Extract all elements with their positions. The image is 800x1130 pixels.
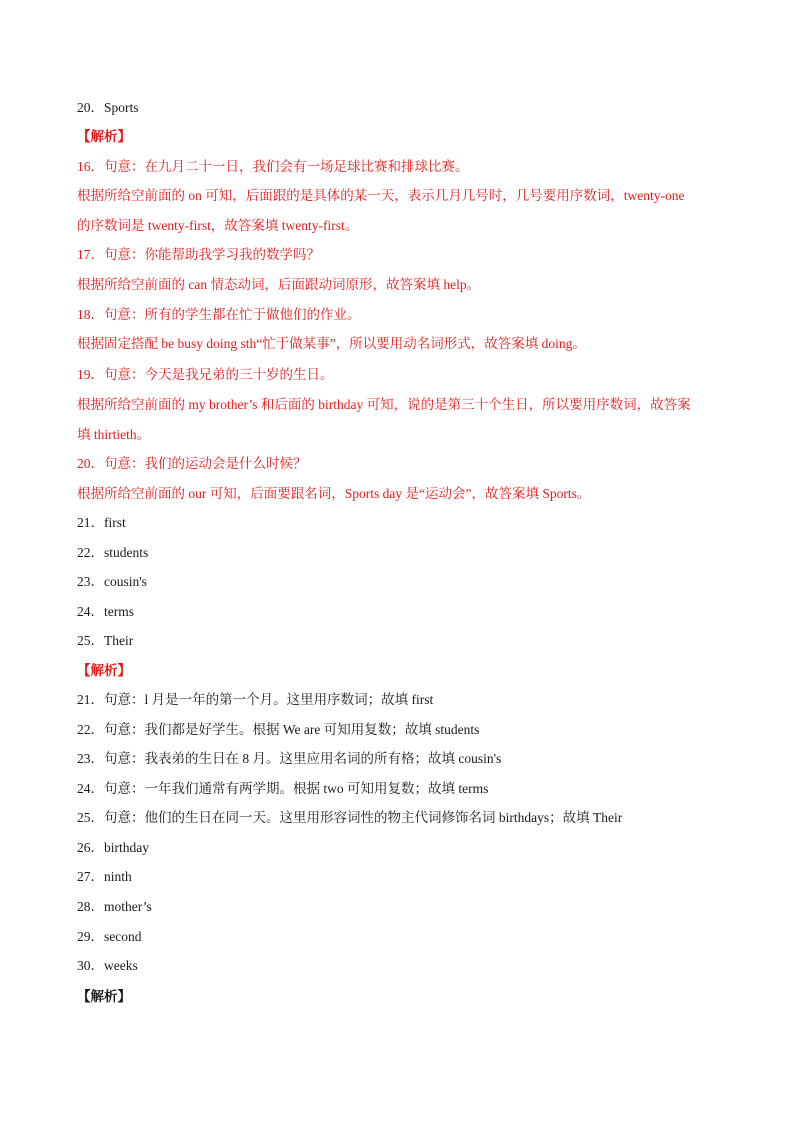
explanation-23: 23．句意：我表弟的生日在 8 月。这里应用名词的所有格；故填 cousin's [77, 751, 502, 766]
answer-line-27: 27．ninth [77, 869, 132, 884]
explanation-17-reason: 根据所给空前面的 can 情态动词，后面跟动词原形，故答案填 help。 [77, 277, 481, 292]
answer-line-28: 28．mother’s [77, 899, 152, 914]
explanation-19-reason-2: 填 thirtieth。 [77, 427, 151, 442]
explanation-16-meaning: 16．句意：在九月二十一日，我们会有一场足球比赛和排球比赛。 [77, 159, 469, 174]
explanation-20-meaning: 20．句意：我们的运动会是什么时候？ [77, 456, 307, 471]
explanation-18-meaning: 18．句意：所有的学生都在忙于做他们的作业。 [77, 307, 361, 322]
explanation-22: 22．句意：我们都是好学生。根据 We are 可知用复数；故填 students [77, 722, 480, 737]
analysis-heading-2: 【解析】 [77, 663, 131, 678]
explanation-16-reason-2: 的序数词是 twenty-first，故答案填 twenty-first。 [77, 218, 359, 233]
explanation-16-reason-1: 根据所给空前面的 on 可知，后面跟的是具体的某一天，表示几月几号时，几号要用序数词，twenty-one [77, 188, 685, 203]
answer-line-21: 21．first [77, 515, 126, 530]
explanation-19-reason-1: 根据所给空前面的 my brother’s 和后面的 birthday 可知，说的是第三十个生日，所以要用序数词，故答案 [77, 397, 691, 412]
explanation-24: 24．句意：一年我们通常有两学期。根据 two 可知用复数；故填 terms [77, 781, 489, 796]
answer-line-25: 25．Their [77, 633, 134, 648]
answer-line-22: 22．students [77, 545, 149, 560]
explanation-21: 21．句意：l 月是一年的第一个月。这里用序数词；故填 first [77, 692, 434, 707]
answer-line-20: 20．Sports [77, 100, 139, 115]
answer-line-26: 26．birthday [77, 840, 149, 855]
answer-line-23: 23．cousin's [77, 574, 147, 589]
explanation-18-reason: 根据固定搭配 be busy doing sth“忙于做某事”，所以要用动名词形式，故答案填 doing。 [77, 336, 586, 351]
explanation-25: 25．句意：他们的生日在同一天。这里用形容词性的物主代词修饰名词 birthdays；故填 Their [77, 810, 623, 825]
answer-line-30: 30．weeks [77, 958, 138, 973]
analysis-heading-3: 【解析】 [77, 989, 131, 1004]
answer-line-24: 24．terms [77, 604, 134, 619]
explanation-17-meaning: 17．句意：你能帮助我学习我的数学吗？ [77, 247, 320, 262]
answer-line-29: 29．second [77, 929, 142, 944]
analysis-heading-1: 【解析】 [77, 129, 131, 144]
explanation-20-reason: 根据所给空前面的 our 可知，后面要跟名词，Sports day 是“运动会”，故答案填 Sports。 [77, 486, 591, 501]
explanation-19-meaning: 19．句意：今天是我兄弟的三十岁的生日。 [77, 367, 334, 382]
